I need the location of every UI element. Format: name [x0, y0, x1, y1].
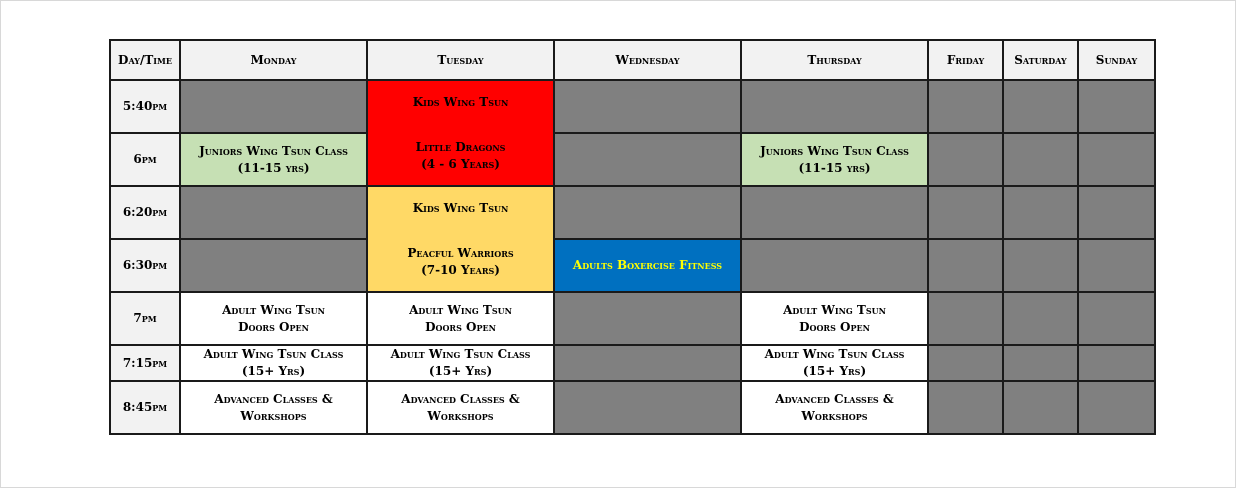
empty-cell [928, 80, 1003, 133]
class-adult-tuesday [367, 345, 554, 381]
empty-cell [928, 381, 1003, 434]
class-little-dragons [367, 80, 554, 186]
class-juniors-thursday [741, 133, 928, 186]
class-title: Adult Wing Tsun [222, 302, 325, 317]
class-doors-open-tuesday [367, 292, 554, 345]
header-wednesday: Wednesday [554, 40, 741, 80]
class-note: Doors Open [238, 319, 309, 334]
empty-cell [554, 80, 741, 133]
empty-cell [1003, 239, 1078, 292]
time-cell: 5:40pm [110, 80, 180, 133]
row-845pm [110, 381, 1155, 434]
class-note: Workshops [801, 408, 868, 423]
time-cell: 7pm [110, 292, 180, 345]
time-cell: 6pm [110, 133, 180, 186]
class-ages: (15+ Yrs) [802, 364, 867, 378]
empty-cell [928, 345, 1003, 381]
empty-cell [928, 292, 1003, 345]
class-doors-open-monday [180, 292, 367, 345]
header-sunday: Sunday [1078, 40, 1155, 80]
empty-cell [1078, 239, 1155, 292]
row-6pm [110, 133, 1155, 186]
class-advanced-monday [180, 381, 367, 434]
row-715pm [110, 345, 1155, 381]
class-advanced-thursday [741, 381, 928, 434]
class-title: Adult Wing Tsun Class [203, 347, 344, 361]
empty-cell [741, 186, 928, 239]
class-peaceful-warriors [367, 186, 554, 292]
row-620pm [110, 186, 1155, 239]
empty-cell [180, 186, 367, 239]
empty-cell [1003, 345, 1078, 381]
class-name: Little Dragons [415, 139, 506, 154]
class-title: Kids Wing Tsun [412, 94, 509, 109]
time-cell: 6:20pm [110, 186, 180, 239]
empty-cell [1078, 133, 1155, 186]
row-630pm [110, 239, 1155, 292]
empty-cell [180, 80, 367, 133]
header-daytime: Day/Time [110, 40, 180, 80]
class-title: Adults Boxercise Fitness [572, 258, 723, 272]
class-ages: (4 - 6 Years) [421, 156, 500, 171]
empty-cell [1003, 186, 1078, 239]
class-name: Peacful Warriors [407, 245, 514, 260]
class-title: Adult Wing Tsun [783, 302, 886, 317]
class-title: Advanced Classes & [401, 391, 520, 406]
class-title: Juniors Wing Tsun Class [760, 143, 909, 158]
class-title: Adult Wing Tsun [409, 302, 512, 317]
class-ages: (11-15 yrs) [237, 160, 310, 175]
time-cell: 7:15pm [110, 345, 180, 381]
class-note: Doors Open [799, 319, 870, 334]
empty-cell [741, 80, 928, 133]
class-ages: (15+ Yrs) [241, 364, 306, 378]
empty-cell [741, 239, 928, 292]
empty-cell [1078, 292, 1155, 345]
empty-cell [1003, 133, 1078, 186]
class-ages: (15+ Yrs) [428, 364, 493, 378]
class-title: Advanced Classes & [214, 391, 333, 406]
class-boxercise [554, 239, 741, 292]
class-title: Adult Wing Tsun Class [390, 347, 531, 361]
empty-cell [554, 292, 741, 345]
class-doors-open-thursday [741, 292, 928, 345]
empty-cell [554, 345, 741, 381]
time-cell: 6:30pm [110, 239, 180, 292]
class-title: Adult Wing Tsun Class [764, 347, 905, 361]
empty-cell [554, 381, 741, 434]
empty-cell [1003, 80, 1078, 133]
empty-cell [928, 239, 1003, 292]
class-adult-monday [180, 345, 367, 381]
empty-cell [928, 133, 1003, 186]
empty-cell [1078, 345, 1155, 381]
empty-cell [1078, 186, 1155, 239]
header-friday: Friday [928, 40, 1003, 80]
empty-cell [554, 186, 741, 239]
empty-cell [1078, 80, 1155, 133]
empty-cell [928, 186, 1003, 239]
empty-cell [554, 133, 741, 186]
class-ages: (7-10 Years) [421, 262, 500, 277]
header-thursday: Thursday [741, 40, 928, 80]
class-note: Doors Open [425, 319, 496, 334]
empty-cell [1078, 381, 1155, 434]
class-title: Advanced Classes & [775, 391, 894, 406]
empty-cell [1003, 292, 1078, 345]
class-adult-thursday [741, 345, 928, 381]
row-7pm [110, 292, 1155, 345]
header-row [110, 40, 1155, 80]
header-saturday: Saturday [1003, 40, 1078, 80]
class-note: Workshops [427, 408, 494, 423]
class-title: Kids Wing Tsun [412, 200, 509, 215]
header-monday: Monday [180, 40, 367, 80]
class-juniors-monday [180, 133, 367, 186]
class-advanced-tuesday [367, 381, 554, 434]
class-ages: (11-15 yrs) [798, 160, 871, 175]
header-tuesday: Tuesday [367, 40, 554, 80]
time-cell: 8:45pm [110, 381, 180, 434]
empty-cell [180, 239, 367, 292]
empty-cell [1003, 381, 1078, 434]
class-note: Workshops [240, 408, 307, 423]
timetable [109, 39, 1156, 435]
row-540pm [110, 80, 1155, 133]
class-title: Juniors Wing Tsun Class [199, 143, 348, 158]
